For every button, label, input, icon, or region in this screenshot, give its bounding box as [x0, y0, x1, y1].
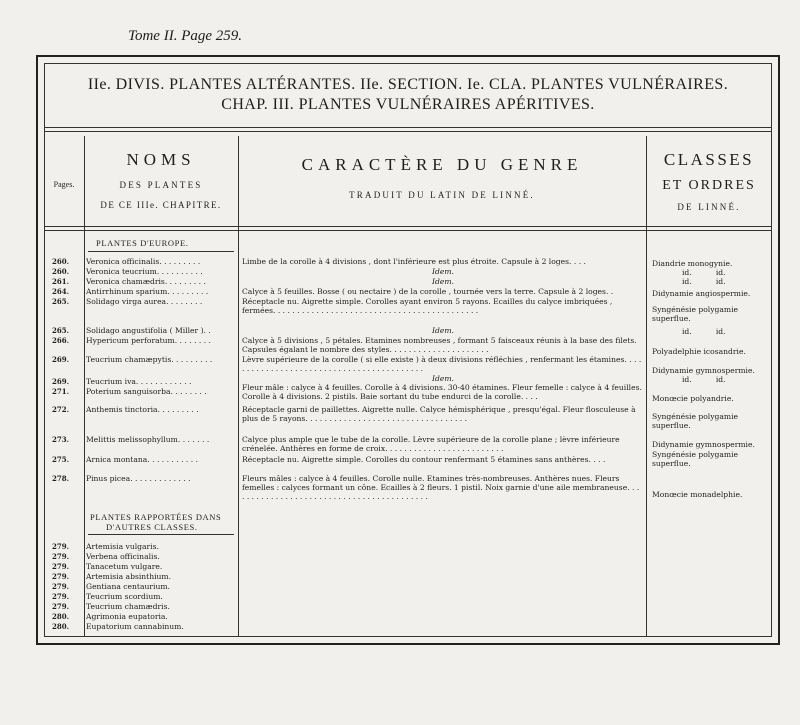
plant-page: 279.	[52, 552, 70, 561]
header-rule-1	[44, 226, 772, 227]
plant-name: Antirrhinum sparium. . . . . . . . .	[86, 287, 209, 296]
genus-text: Calyce à 5 divisions , 5 pétales. Etamines nombreuses , formant 5 faisceaux réunis à la base des filets. Capsules égalant le nombre des styles. . . . . . . . . . . . . . . . . . . . .	[242, 336, 637, 354]
plant-page: 261.	[52, 277, 70, 286]
plant-name: Pinus picea. . . . . . . . . . . . .	[86, 474, 191, 483]
column-divider-pages	[84, 136, 85, 637]
plant-name: Artemisia absinthium.	[86, 572, 172, 581]
plant-page: 280.	[52, 612, 70, 621]
plant-name: Solidago angustifolia ( Miller ). .	[86, 326, 211, 335]
genus-idem: Idem.	[432, 326, 454, 335]
class-text: Didynamie gymnospermie.	[652, 440, 755, 449]
table-title-line-2: CHAP. III. PLANTES VULNÉRAIRES APÉRITIVES.	[221, 96, 595, 113]
plant-page: 271.	[52, 387, 70, 396]
class-text: Diandrie monogynie.	[652, 259, 733, 268]
genus-text: Lèvre supérieure de la corolle ( si elle existe ) à deux divisions réfléchies , renfermant les étamines. . . . . . . . . . . . . . . . . . . . . . . . . . . . . . . . . . . . . . . . . .	[242, 355, 642, 373]
header-rule-2	[44, 230, 772, 231]
genus-text: Réceptacle garni de paillettes. Aigrette nulle. Calyce hémisphérique , presqu'égal. Fleur flosculeuse à plus de 5 rayons. . . . . . . . . . . . . . . . . . . . . . . . . . . . . . . . . .	[242, 405, 636, 423]
plant-page: 269.	[52, 355, 70, 364]
class-text: Monœcie polyandrie.	[652, 394, 734, 403]
plant-page: 279.	[52, 562, 70, 571]
section-rule-europe	[88, 251, 234, 252]
title-rule-2	[44, 131, 772, 132]
plant-name: Gentiana centaurium.	[86, 582, 170, 591]
plant-page: 280.	[52, 622, 70, 631]
header-pages: Pages.	[53, 180, 75, 189]
plant-page: 269.	[52, 377, 70, 386]
class-text: Syngénésie polygamie superflue.	[652, 412, 739, 430]
plant-name: Agrimonia eupatoria.	[86, 612, 168, 621]
plant-name: Teucrium scordium.	[86, 592, 163, 601]
class-text: Didynamie gymnospermie.	[652, 366, 755, 375]
header-de-linne: DE LINNÉ.	[677, 202, 741, 212]
plant-page: 260.	[52, 267, 70, 276]
plant-name: Tanacetum vulgare.	[86, 562, 163, 571]
plant-page: 279.	[52, 602, 70, 611]
plant-page: 275.	[52, 455, 70, 464]
class-text: Polyadelphie icosandrie.	[652, 347, 746, 356]
page-header: Tome II. Page 259.	[128, 28, 243, 44]
header-classes: CLASSES	[663, 150, 755, 169]
class-idem: id. id.	[682, 268, 726, 277]
genus-text: Calyce plus ample que le tube de la corolle. Lèvre supérieure de la corolle plane ; lèvre inférieure crénelée. Anthères en forme de croix. . . . . . . . . . . . . . . . . . . . . . . . .	[242, 435, 620, 453]
plant-name: Melittis melissophyllum. . . . . . .	[86, 435, 210, 444]
title-rule-1	[44, 127, 772, 128]
header-caractere: CARACTÈRE DU GENRE	[301, 155, 583, 174]
genus-text: Fleurs mâles : calyce à 4 feuilles. Corolle nulle. Etamines très-nombreuses. Anthères nues. Fleurs femelles : calyces formant un cône. Ecailles à 2 fleurs. 1 pistil. Noix garnie d'une aile membraneuse. . . . . . . . . . . . . . . . . . . . . . . . . . . . . . . . . . . . . . . . . .	[242, 474, 640, 501]
genus-text: Fleur mâle : calyce à 4 feuilles. Corolle à 4 divisions. 30-40 étamines. Fleur femelle : calyce à 4 feuilles. Corolle à 4 divisions. 2 pistils. Baie sortant du tube endurci de la corolle. . . .	[242, 383, 642, 401]
plant-name: Teucrium chamæpytis. . . . . . . . .	[86, 355, 213, 364]
plant-name: Eupatorium cannabinum.	[86, 622, 184, 631]
genus-idem: Idem.	[432, 267, 454, 276]
genus-text: Réceptacle nu. Aigrette simple. Corolles ayant environ 5 rayons. Ecailles du calyce imbriquées , fermées. . . . . . . . . . . . . . . . . . . . . . . . . . . . . . . . . . . . . . . . . . .	[242, 297, 613, 315]
plant-name: Veronica chamædris. . . . . . . . .	[86, 277, 206, 286]
plant-name: Verbena officinalis.	[86, 552, 160, 561]
section-autres-classes: D'AUTRES CLASSES.	[106, 522, 198, 532]
plant-page: 279.	[52, 582, 70, 591]
class-text: Monœcie monadelphie.	[652, 490, 743, 499]
plant-name: Teucrium iva. . . . . . . . . . . .	[86, 377, 192, 386]
class-idem: id. id.	[682, 277, 726, 286]
column-divider-names	[238, 136, 239, 637]
plant-page: 266.	[52, 336, 70, 345]
class-text: Didynamie angiospermie.	[652, 289, 751, 298]
plant-name: Solidago virga aurea. . . . . . . .	[86, 297, 203, 306]
genus-idem: Idem.	[432, 277, 454, 286]
plant-name: Veronica teucrium. . . . . . . . . .	[86, 267, 203, 276]
header-traduit: TRADUIT DU LATIN DE LINNÉ.	[349, 190, 535, 200]
plant-page: 278.	[52, 474, 70, 483]
plant-name: Arnica montana. . . . . . . . . . .	[86, 455, 198, 464]
section-plantes-rapportees: PLANTES RAPPORTÉES DANS	[90, 512, 222, 522]
plant-page: 279.	[52, 542, 70, 551]
genus-text: Calyce à 5 feuilles. Bosse ( ou nectaire ) de la corolle , tournée vers la terre. Capsule à 2 loges. .	[242, 287, 614, 296]
header-noms: NOMS	[126, 150, 196, 169]
header-des-plantes: DES PLANTES	[119, 180, 203, 190]
plant-page: 264.	[52, 287, 70, 296]
plant-name: Veronica officinalis. . . . . . . . .	[86, 257, 201, 266]
plant-page: 279.	[52, 592, 70, 601]
plant-name: Poterium sanguisorba. . . . . . . .	[86, 387, 207, 396]
plant-name: Hypericum perforatum. . . . . . . .	[86, 336, 211, 345]
plant-page: 272.	[52, 405, 70, 414]
plant-name: Teucrium chamædris.	[86, 602, 170, 611]
class-idem: id. id.	[682, 375, 726, 384]
genus-idem: Idem.	[432, 374, 454, 383]
genus-text: Réceptacle nu. Aigrette simple. Corolles du contour renfermant 5 étamines sans anthères. . . .	[242, 455, 606, 464]
class-text: Syngénésie polygamie superflue.	[652, 450, 739, 468]
plant-name: Artemisia vulgaris.	[86, 542, 159, 551]
header-et-ordres: ET ORDRES	[662, 178, 756, 193]
table-title-line-1: IIe. DIVIS. PLANTES ALTÉRANTES. IIe. SECTION. Ie. CLA. PLANTES VULNÉRAIRES.	[87, 76, 729, 93]
plant-page: 273.	[52, 435, 70, 444]
section-rule-rapportees	[88, 534, 234, 535]
plant-page: 279.	[52, 572, 70, 581]
class-text: Syngénésie polygamie superflue.	[652, 305, 739, 323]
plant-page: 265.	[52, 326, 70, 335]
header-chapitre: DE CE IIIe. CHAPITRE.	[100, 200, 222, 210]
genus-text: Limbe de la corolle à 4 divisions , dont l'inférieure est plus étroite. Capsule à 2 loges. . . .	[242, 257, 586, 266]
section-plantes-europe: PLANTES D'EUROPE.	[96, 238, 189, 248]
class-idem: id. id.	[682, 327, 726, 336]
plant-page: 260.	[52, 257, 70, 266]
plant-page: 265.	[52, 297, 70, 306]
plant-name: Anthemis tinctoria. . . . . . . . .	[86, 405, 199, 414]
